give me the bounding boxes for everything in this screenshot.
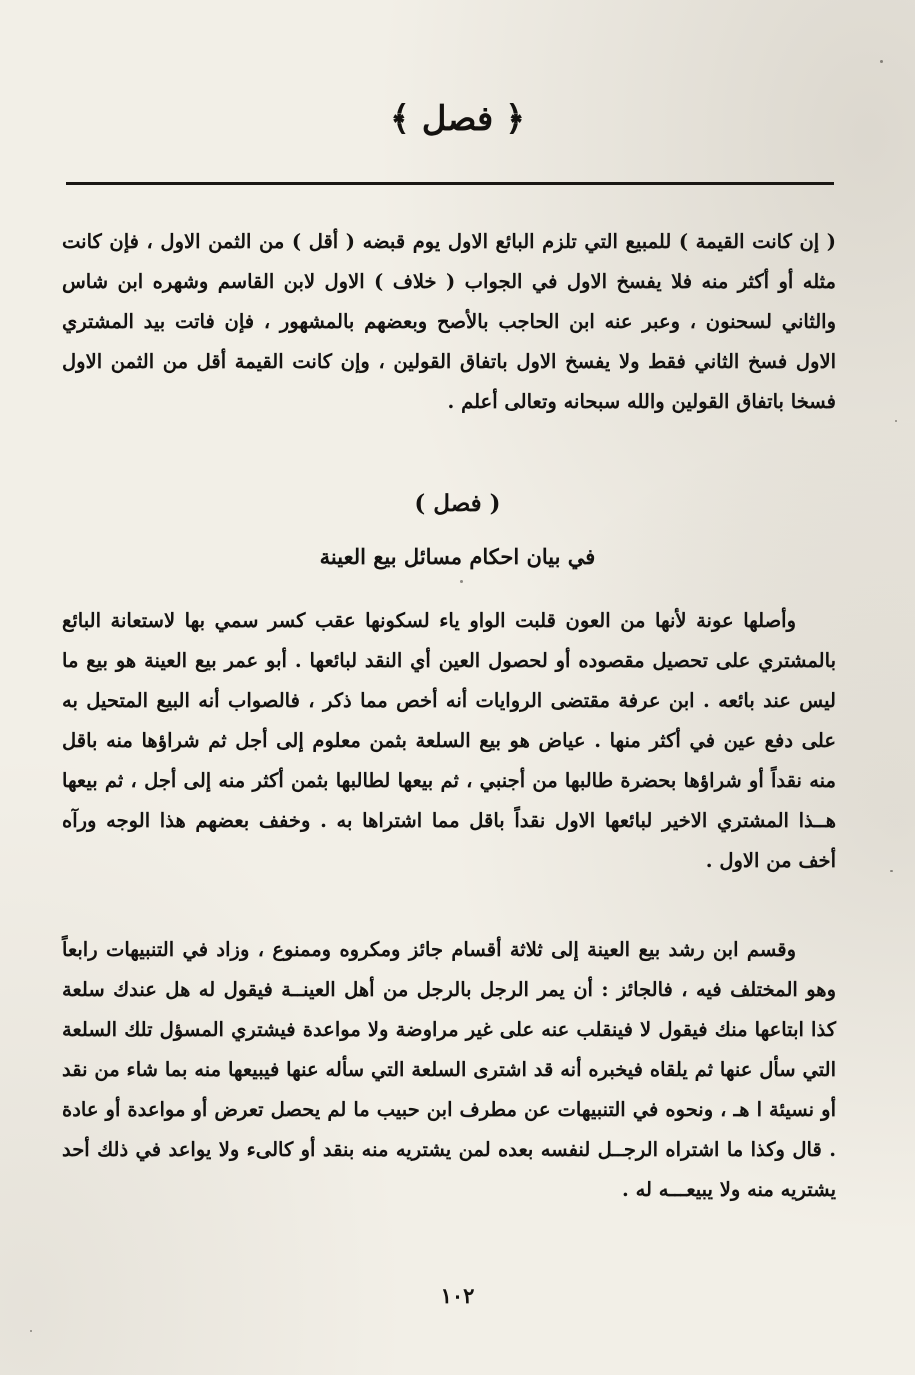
scan-speck <box>890 870 893 872</box>
section1-paragraph: ( إن كانت القيمة ) للمبيع التي تلزم البائع الاول يوم قبضه ( أقل ) من الثمن الاول ، فإن كانت مثله أو أكثر منه فلا يفسخ الاول في الجواب ( خلاف ) الاول لابن القاسم وشهره ابن شاس والثاني لسحنون ، وعبر عنه ابن الحاجب بالأصح وبعضهم بالمشهور ، فإن فاتت بيد المشتري الاول فسخ الثاني فقط ولا يفسخ الاول باتفاق القولين ، وإن كانت القيمة أقل من الثمن الاول فسخا باتفاق القولين والله سبحانه وتعالى أعلم . <box>62 230 836 413</box>
section-header-title: ﴿ فصل ﴾ <box>389 99 525 139</box>
section2-paragraph-2: وقسم ابن رشد بيع العينة إلى ثلاثة أقسام جائز ومكروه وممنوع ، وزاد في التنبيهات رابعاً وهو المختلف فيه ، فالجائز : أن يمر الرجل بالرجل من أهل العينــة فيقول له هل عندك سلعة كذا ابتاعها منك فيقول لا فينقلب عنه على غير مراوضة ولا مواعدة فيشتري المسؤل تلك السلعة التي سأل عنها ثم يلقاه فيخبره أنه قد اشترى السلعة التي سأله عنها فيبيعها منه بما شاء من نقد أو نسيئة ا هـ ، ونحوه في التنبيهات عن مطرف ابن حبيب ما لم يحصل تعرض أو مواعدة أو عادة . قال وكذا ما اشتراه الرجــل لنفسه بعده لمن يشتريه منه بنقد أو كالىء ولا يواعد في ذلك أحد يشتريه منه ولا يبيعـــه له . <box>62 938 836 1201</box>
section2-paragraph-1: وأصلها عونة لأنها من العون قلبت الواو ياء لسكونها عقب كسر سمي بها لاستعانة البائع بالمشتري على تحصيل مقصوده أو لحصول العين أي النقد لبائعها . أبو عمر بيع العينة هو بيع ما ليس عند بائعه . ابن عرفة مقتضى الروايات أنه أخص مما ذكر ، فالصواب أنه البيع المتحيل به على دفع عين في أكثر منها . عياض هو بيع السلعة بثمن معلوم إلى أجل ثم شراؤها منه باقل منه نقداً أو شراؤها بحضرة طالبها من أجنبي ، ثم بيعها لطالبها بثمن أكثر منه إلى أجل ، ثم بيعها هــذا المشتري الاخير لبائعها الاول نقداً باقل مما اشتراها به . وخفف بعضهم هذا الوجه ورآه أخف من الاول . <box>62 609 836 872</box>
scan-speck <box>30 1330 32 1332</box>
header-divider <box>66 182 834 185</box>
section2-title: ( فصل ) <box>414 490 501 517</box>
scan-speck <box>880 60 883 63</box>
section2-subtitle: في بيان احكام مسائل بيع العينة <box>319 544 596 569</box>
scan-speck <box>895 420 897 422</box>
page-number: ١٠٢ <box>440 1283 475 1308</box>
scan-speck <box>460 580 463 583</box>
